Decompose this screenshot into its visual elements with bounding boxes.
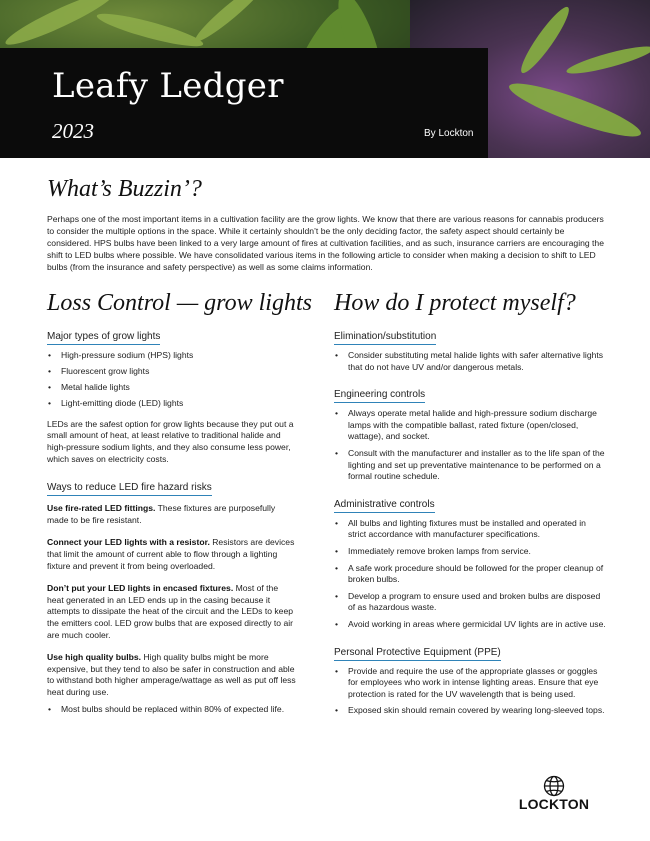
tip-text: High quality bulbs might be more expensive, but they tend to also be safer in construction and able to withstand both higher amperage/wattage as well as put off less heat during use. bbox=[47, 652, 296, 697]
list-item: • A safe work procedure should be followed for the proper cleanup of broken bulbs. bbox=[334, 563, 606, 586]
right-column bbox=[334, 290, 606, 717]
tip-lead: Connect your LED lights with a resistor. bbox=[47, 537, 210, 548]
tip-text: Most of the heat generated in an LED ends up in the casing because it attempts to dissipate the heat of the circuit and the LEDs to keep the emitters cool. LED grow bulbs that are exposed directly to air are much cooler. bbox=[47, 583, 294, 640]
ppe-list bbox=[334, 666, 606, 717]
replacement-list bbox=[47, 704, 297, 716]
tip-paragraph bbox=[47, 537, 297, 572]
left-column bbox=[47, 290, 312, 715]
globe-icon bbox=[514, 775, 594, 797]
list-item: • Provide and require the use of the appropriate glasses or goggles for employees who work in intense lighting areas. Ensure that eye protection is rated for the UV wavelength that is being used. bbox=[334, 666, 606, 701]
header-banner bbox=[0, 0, 650, 158]
list-item: • Metal halide lights bbox=[47, 382, 297, 394]
tip-text: Resistors are devices that limit the amount of current able to flow through a lighting fixture and prevent it from being overloaded. bbox=[47, 537, 295, 571]
tip-paragraph bbox=[47, 503, 297, 526]
elimination-list bbox=[334, 350, 606, 373]
fire-hazard-heading: Ways to reduce LED fire hazard risks bbox=[47, 482, 212, 496]
right-column-heading: How do I protect myself? bbox=[334, 290, 576, 316]
list-item: • Avoid working in areas where germicidal UV lights are in active use. bbox=[334, 619, 606, 631]
list-item: • Light-emitting diode (LED) lights bbox=[47, 398, 297, 410]
tip-lead: Don’t put your LED lights in encased fixtures. bbox=[47, 583, 234, 594]
section-heading-administrative: Administrative controls bbox=[334, 499, 435, 513]
tip-paragraph bbox=[47, 583, 297, 641]
tip-paragraph bbox=[47, 652, 297, 698]
logo-wordmark: LOCKTON bbox=[518, 796, 590, 812]
intro-body: Perhaps one of the most important items in a cultivation facility are the grow lights. We know that there are various reasons for cannabis producers to consider the multiple options in the space. While it certainly shouldn’t be the only deciding factor, the safety aspect should certainly be considered. HPS bulbs have been linked to a very large amount of fires at cultivation facilities, and as such, insurance carriers are encouraging the shift to LED bulbs where possible. We have consolidated various items in the following article to consider when making a decision to shift to LED bulbs (from the insurance and safety perspective) as well as some claims information. bbox=[47, 214, 604, 273]
list-item: • Fluorescent grow lights bbox=[47, 366, 297, 378]
list-item: • Exposed skin should remain covered by wearing long-sleeved tops. bbox=[334, 705, 606, 717]
led-note: LEDs are the safest option for grow lights because they put out a small amount of heat, at least relative to traditional halide and high-pressure sodium lights, and they also consume less power, which saves on electricity costs. bbox=[47, 418, 294, 464]
list-item: • High-pressure sodium (HPS) lights bbox=[47, 350, 297, 362]
lockton-logo bbox=[514, 775, 594, 815]
edition-year: 2023 bbox=[52, 119, 94, 143]
list-item: • All bulbs and lighting fixtures must be installed and operated in strict accordance with manufacturer specifications. bbox=[334, 518, 606, 541]
tip-text: These fixtures are purposefully made to be fire resistant. bbox=[47, 503, 276, 525]
list-item: • Immediately remove broken lamps from service. bbox=[334, 546, 606, 558]
byline: By Lockton bbox=[424, 128, 474, 139]
tip-lead: Use fire-rated LED fittings. bbox=[47, 503, 156, 514]
list-item: • Consult with the manufacturer and installer as to the life span of the lighting and set up preventative maintenance to be performed on a formal routine schedule. bbox=[334, 448, 606, 483]
list-item: • Most bulbs should be replaced within 80% of expected life. bbox=[47, 704, 297, 716]
list-item: • Consider substituting metal halide lights with safer alternative lights that do not have UV and/or dangerous metals. bbox=[334, 350, 606, 373]
section-heading-elimination: Elimination/substitution bbox=[334, 331, 436, 345]
section-heading-engineering: Engineering controls bbox=[334, 389, 425, 403]
left-column-heading: Loss Control — grow lights bbox=[47, 290, 312, 316]
page-title: Leafy Ledger bbox=[52, 66, 284, 106]
tip-lead: Use high quality bulbs. bbox=[47, 652, 142, 663]
grow-light-types-list bbox=[47, 350, 297, 410]
list-item: • Always operate metal halide and high-pressure sodium discharge lamps with the compatible ballast, rated fixture (open/closed, wattage), and socket. bbox=[334, 408, 606, 443]
grow-light-types-heading: Major types of grow lights bbox=[47, 331, 160, 345]
list-item: • Develop a program to ensure used and broken bulbs are disposed of as hazardous waste. bbox=[334, 591, 606, 614]
section-heading-ppe: Personal Protective Equipment (PPE) bbox=[334, 647, 501, 661]
engineering-list bbox=[334, 408, 606, 483]
administrative-list bbox=[334, 518, 606, 631]
intro-heading: What’s Buzzin’? bbox=[47, 176, 202, 202]
